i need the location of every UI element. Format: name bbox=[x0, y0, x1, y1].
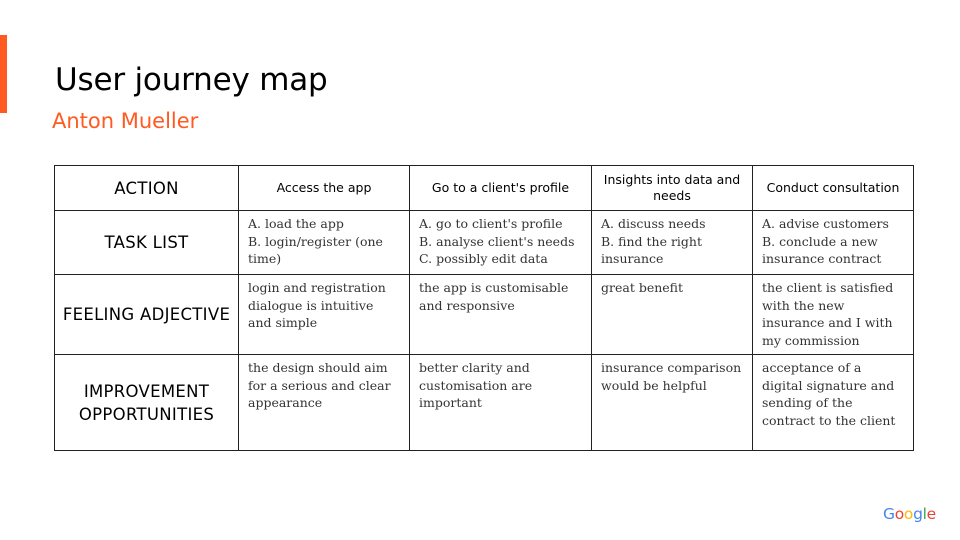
table-cell bbox=[410, 211, 592, 275]
row-header-task-list: TASK LIST bbox=[55, 211, 239, 275]
column-header: Conduct consultation bbox=[753, 166, 914, 211]
column-header: Insights into data and needs bbox=[592, 166, 753, 211]
cell-line: better clarity and customisation are important bbox=[419, 360, 533, 410]
page-title: User journey map bbox=[55, 62, 328, 98]
row-header-feeling-adjective: FEELING ADJECTIVE bbox=[55, 275, 239, 355]
cell-line: acceptance of a digital signature and sending of the contract to the client bbox=[762, 360, 896, 428]
table-cell bbox=[753, 355, 914, 451]
cell-line: B. analyse client's needs bbox=[419, 233, 575, 249]
table-cell bbox=[592, 355, 753, 451]
column-header: Access the app bbox=[239, 166, 410, 211]
table-row bbox=[55, 275, 914, 355]
cell-line: A. load the app bbox=[248, 216, 344, 231]
google-logo bbox=[883, 505, 936, 523]
cell-line: A. discuss needs bbox=[601, 216, 706, 231]
cell-line: B. find the right insurance bbox=[601, 233, 702, 266]
page-subtitle: Anton Mueller bbox=[52, 109, 199, 133]
row-header-improvement-opportunities: IMPROVEMENT OPPORTUNITIES bbox=[55, 355, 239, 451]
logo-letter: g bbox=[913, 505, 923, 523]
cell-line: the client is satisfied with the new insurance and I with my commission bbox=[762, 280, 894, 348]
table-cell bbox=[239, 211, 410, 275]
cell-line: B. conclude a new insurance contract bbox=[762, 233, 882, 266]
accent-bar bbox=[0, 35, 7, 113]
table-row bbox=[55, 211, 914, 275]
cell-line: the app is customisable and responsive bbox=[419, 280, 569, 313]
action-header: ACTION bbox=[55, 166, 239, 211]
logo-letter: o bbox=[894, 505, 904, 523]
cell-line: A. go to client's profile bbox=[419, 216, 563, 231]
table-row bbox=[55, 355, 914, 451]
table-cell bbox=[410, 275, 592, 355]
cell-line: great benefit bbox=[601, 280, 684, 295]
cell-line: B. login/register (one time) bbox=[248, 233, 383, 266]
cell-line: C. possibly edit data bbox=[419, 251, 548, 266]
table-header-row bbox=[55, 166, 914, 211]
column-header: Go to a client's profile bbox=[410, 166, 592, 211]
logo-letter: o bbox=[903, 505, 914, 523]
table-cell bbox=[239, 275, 410, 355]
logo-letter: e bbox=[926, 505, 936, 523]
cell-line: login and registration dialogue is intuitive and simple bbox=[248, 280, 386, 330]
cell-line: A. advise customers bbox=[762, 216, 889, 231]
logo-letter: G bbox=[883, 505, 895, 523]
table-cell bbox=[592, 211, 753, 275]
table-cell bbox=[753, 211, 914, 275]
table-cell bbox=[753, 275, 914, 355]
cell-line: the design should aim for a serious and clear appearance bbox=[248, 360, 391, 410]
journey-table bbox=[54, 165, 914, 451]
logo-letter: l bbox=[922, 505, 927, 523]
table-cell bbox=[410, 355, 592, 451]
table-cell bbox=[239, 355, 410, 451]
cell-line: insurance comparison would be helpful bbox=[601, 360, 742, 393]
table-cell bbox=[592, 275, 753, 355]
